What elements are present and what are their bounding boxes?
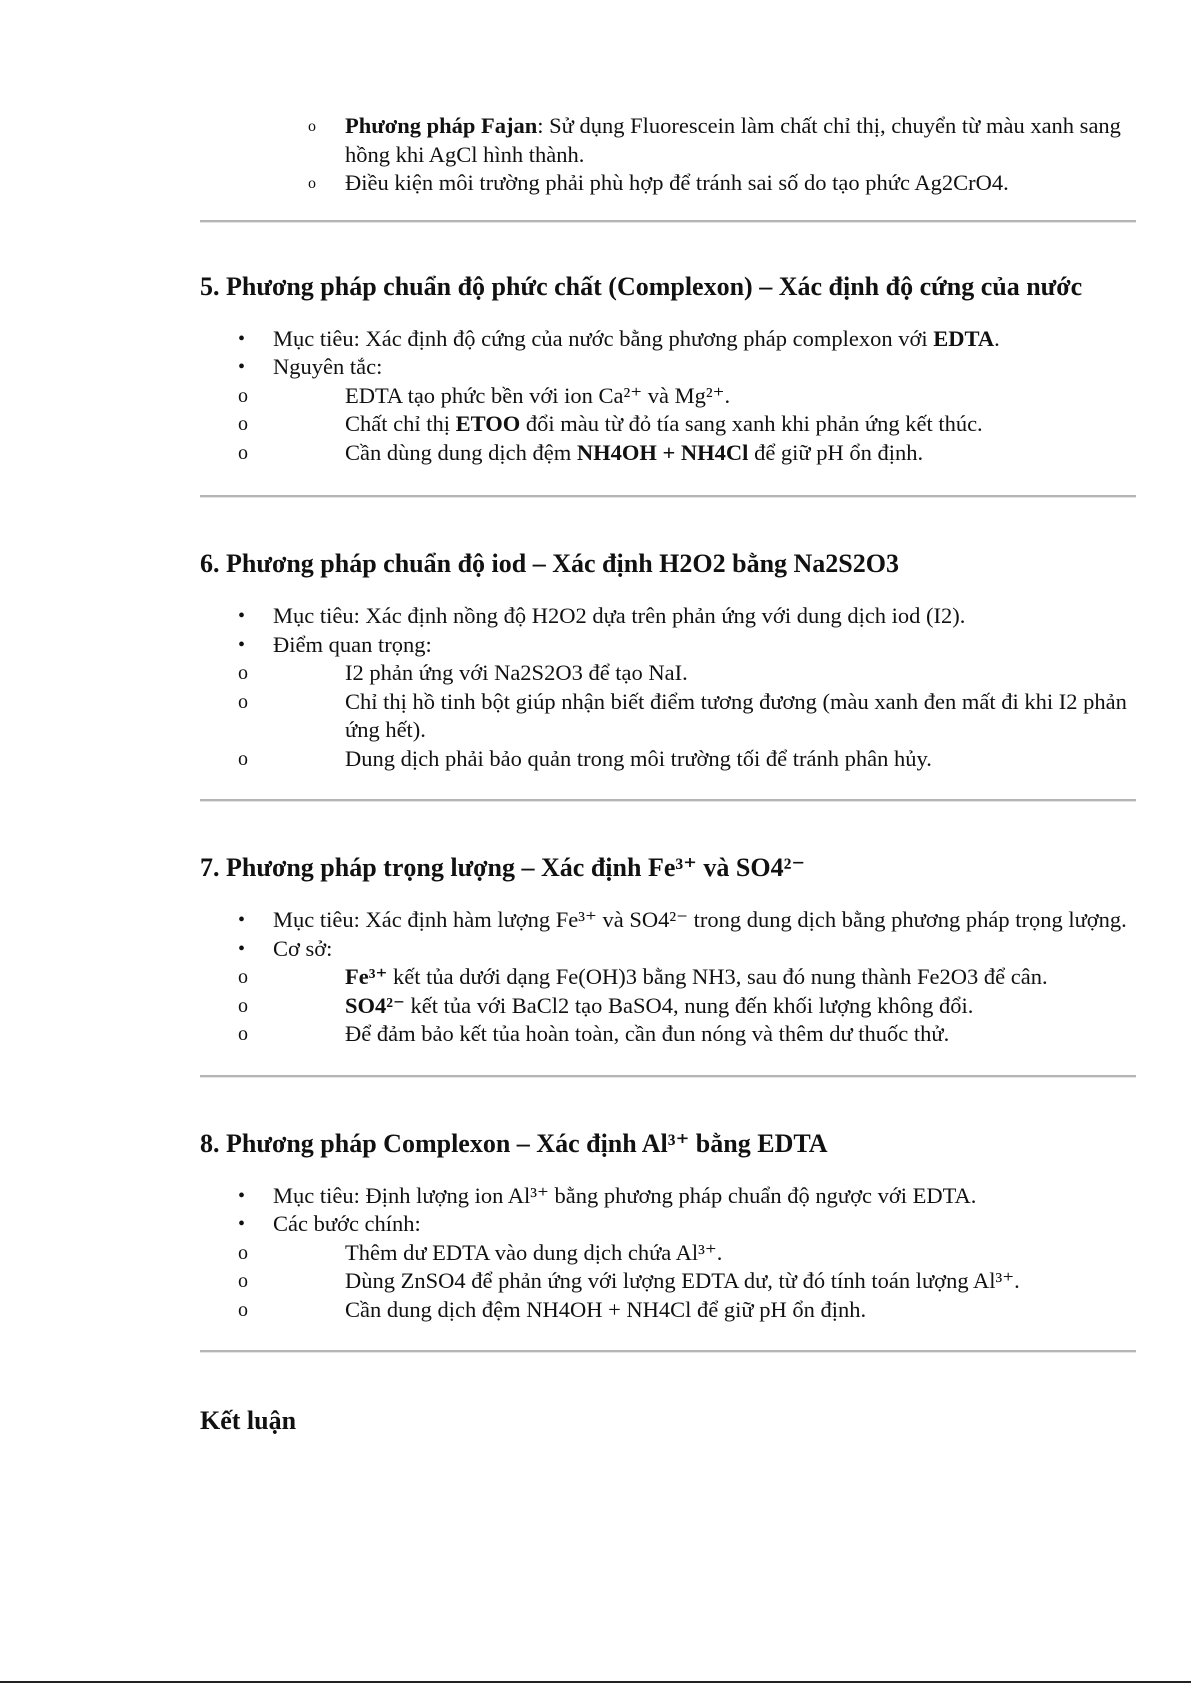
item-text: Mục tiêu: Xác định nồng độ H2O2 dựa trên phản ứng với dung dịch iod (I2).	[273, 603, 966, 628]
list-item	[200, 992, 1136, 1021]
list-item	[200, 353, 1136, 467]
section-5-list	[200, 325, 1136, 468]
item-text: EDTA tạo phức bền với ion Ca²⁺ và Mg²⁺.	[345, 382, 731, 408]
item-text: Mục tiêu: Định lượng ion Al³⁺ bằng phương pháp chuẩn độ ngược với EDTA.	[273, 1182, 977, 1208]
item-text: đổi màu từ đỏ tía sang xanh khi phản ứng kết thúc.	[520, 411, 983, 436]
bullet-icon: •	[238, 1184, 246, 1207]
item-text: Cần dùng dung dịch đệm	[345, 439, 577, 465]
section-7-sub-list	[200, 963, 1136, 1049]
bullet-icon: •	[238, 633, 246, 656]
item-text: để giữ pH ổn định.	[748, 439, 924, 465]
item-text: Dùng ZnSO4 để phản ứng với lượng EDTA dư, từ đó tính toán lượng Al³⁺.	[345, 1268, 1020, 1293]
list-item	[200, 631, 1136, 774]
page-bottom-edge	[0, 1681, 1191, 1683]
list-item	[200, 906, 1136, 935]
list-item	[200, 382, 1136, 411]
item-text: kết tủa dưới dạng Fe(OH)3 bằng NH3, sau đó nung thành Fe2O3 để cân.	[387, 964, 1048, 989]
item-text: kết tủa với BaCl2 tạo BaSO4, nung đến khối lượng không đổi.	[404, 992, 974, 1018]
list-item	[200, 935, 1136, 1049]
bullet-icon: •	[238, 327, 246, 350]
item-bold-text: Phương pháp Fajan	[345, 113, 538, 138]
circle-bullet-icon: o	[238, 690, 248, 713]
item-bold-text: NH4OH + NH4Cl	[576, 439, 749, 465]
item-bold-text: EDTA	[933, 325, 995, 351]
item-text: Mục tiêu: Xác định độ cứng của nước bằng phương pháp complexon với	[273, 325, 934, 351]
circle-bullet-icon: o	[238, 1023, 248, 1045]
bullet-icon: •	[238, 937, 246, 960]
section-divider	[200, 1350, 1136, 1353]
item-text: Chỉ thị hồ tinh bột giúp nhận biết điểm tương đương (màu xanh đen mất đi khi I2 phản ứng hết).	[345, 688, 1127, 742]
list-item	[200, 688, 1136, 745]
item-text: Điều kiện môi trường phải phù hợp để tránh sai số do tạo phức Ag2CrO4.	[345, 170, 1009, 195]
section-5-sub-list	[200, 382, 1136, 468]
item-text: Dung dịch phải bảo quản trong môi trường tối để tránh phân hủy.	[345, 745, 932, 771]
item-text: : Sử dụng Fluorescein làm chất chỉ thị, chuyển từ màu xanh sang hồng khi AgCl hình thành.	[345, 113, 1121, 167]
item-text: Mục tiêu: Xác định hàm lượng Fe³⁺ và SO4²⁻ trong dung dịch bằng phương pháp trọng lượng.	[273, 907, 1127, 932]
list-item	[200, 963, 1136, 992]
circle-bullet-icon: o	[308, 175, 316, 192]
document-content	[200, 112, 1136, 1437]
item-bold-text: SO4²⁻	[345, 992, 405, 1018]
item-text: Cần dung dịch đệm NH4OH + NH4Cl để giữ pH ổn định.	[345, 1296, 867, 1322]
list-item	[200, 112, 1136, 169]
section-8-sub-list	[200, 1239, 1136, 1325]
list-item	[200, 745, 1136, 774]
list-item	[200, 1210, 1136, 1324]
section-divider	[200, 799, 1136, 802]
item-text: I2 phản ứng với Na2S2O3 để tạo NaI.	[345, 660, 688, 685]
circle-bullet-icon: o	[238, 662, 248, 684]
item-text: Các bước chính:	[273, 1211, 421, 1236]
bullet-icon: •	[238, 356, 246, 378]
section-divider	[200, 495, 1136, 498]
section-6-title: 6. Phương pháp chuẩn độ iod – Xác định H2O2 bằng Na2S2O3	[200, 549, 899, 578]
list-item	[200, 1182, 1136, 1211]
list-item	[200, 602, 1136, 631]
item-text: Nguyên tắc:	[273, 354, 383, 379]
item-bold-text: ETOO	[455, 411, 521, 436]
item-text: Để đảm bảo kết tủa hoàn toàn, cần đun nóng và thêm dư thuốc thử.	[345, 1021, 950, 1046]
section-6-sub-list	[200, 659, 1136, 773]
section-7-title: 7. Phương pháp trọng lượng – Xác định Fe³⁺ và SO4²⁻	[200, 853, 806, 882]
item-bold-text: Fe³⁺	[345, 964, 388, 989]
section-8-title: 8. Phương pháp Complexon – Xác định Al³⁺ bằng EDTA	[200, 1128, 828, 1158]
item-text: Thêm dư EDTA vào dung dịch chứa Al³⁺.	[345, 1239, 723, 1265]
item-text: .	[994, 325, 1000, 351]
circle-bullet-icon: o	[238, 966, 248, 988]
list-item	[200, 659, 1136, 688]
list-item	[200, 325, 1136, 354]
section-5-title: 5. Phương pháp chuẩn độ phức chất (Complexon) – Xác định độ cứng của nước	[200, 271, 1083, 301]
list-item	[200, 1239, 1136, 1268]
bullet-icon: •	[238, 1213, 246, 1235]
section-8-list	[200, 1182, 1136, 1325]
item-text: Chất chỉ thị	[345, 411, 456, 436]
list-item	[200, 439, 1136, 468]
top-sub-list	[200, 112, 1136, 198]
item-text: Cơ sở:	[273, 935, 333, 961]
list-item	[200, 1267, 1136, 1296]
circle-bullet-icon: o	[238, 1298, 248, 1321]
circle-bullet-icon: o	[308, 118, 316, 135]
circle-bullet-icon: o	[238, 1270, 248, 1292]
section-divider	[200, 220, 1136, 223]
list-item	[200, 410, 1136, 439]
list-item	[200, 1296, 1136, 1325]
list-item	[200, 169, 1136, 198]
item-text: Điểm quan trọng:	[273, 631, 432, 657]
circle-bullet-icon: o	[238, 441, 248, 464]
circle-bullet-icon: o	[238, 384, 248, 407]
bullet-icon: •	[238, 909, 246, 931]
bullet-icon: •	[238, 605, 246, 627]
list-item	[200, 1020, 1136, 1049]
conclusion-title: Kết luận	[200, 1406, 297, 1435]
circle-bullet-icon: o	[238, 747, 248, 770]
section-6-list	[200, 602, 1136, 773]
circle-bullet-icon: o	[238, 994, 248, 1017]
section-divider	[200, 1075, 1136, 1078]
circle-bullet-icon: o	[238, 413, 248, 435]
circle-bullet-icon: o	[238, 1241, 248, 1264]
section-7-list	[200, 906, 1136, 1049]
